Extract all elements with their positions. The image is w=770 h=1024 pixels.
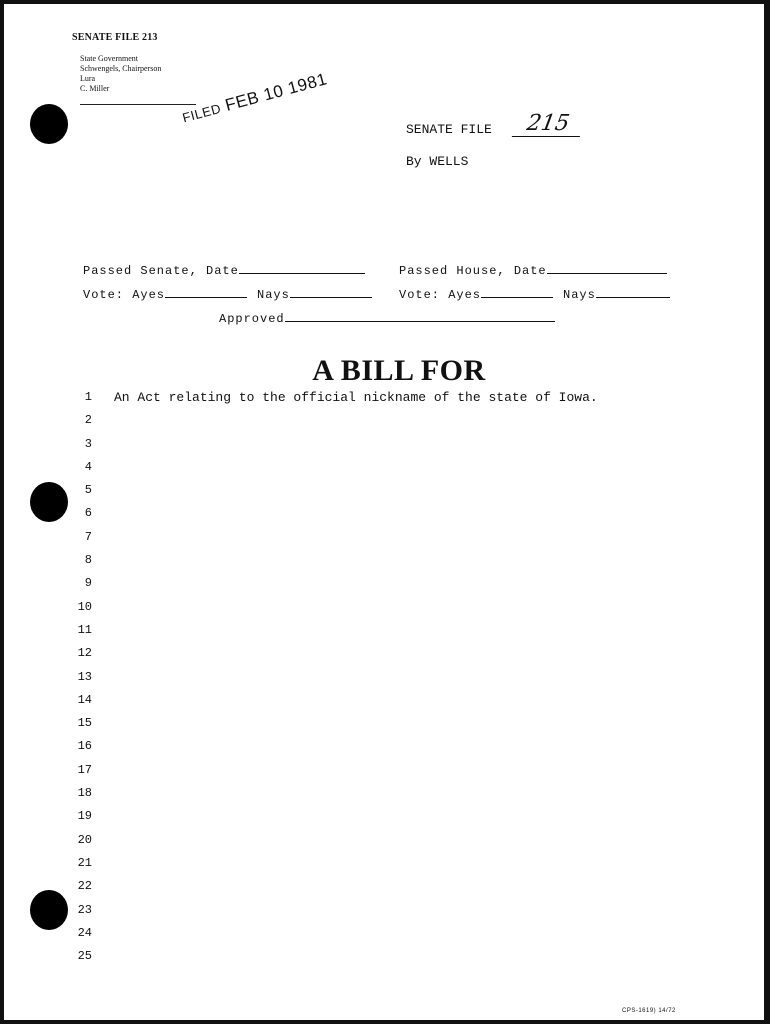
- senate-file-number: 215: [512, 112, 584, 137]
- line-number: 15: [77, 716, 92, 731]
- house-nays-label: Nays: [563, 288, 596, 302]
- line-number: 17: [77, 762, 92, 777]
- senate-ayes-label: Vote: Ayes: [83, 288, 166, 302]
- form-code: CPS-1619) 14/72: [622, 1008, 676, 1014]
- approved-row: [219, 312, 555, 326]
- line-number: 4: [84, 459, 92, 474]
- stamp-date: FEB 10 1981: [223, 69, 330, 115]
- line-number: 23: [77, 902, 92, 917]
- house-vote-row: [399, 288, 670, 302]
- line-number: 19: [77, 809, 92, 824]
- approved-label: Approved: [219, 312, 285, 326]
- senate-ayes-blank[interactable]: [165, 296, 247, 298]
- line-number: 13: [77, 669, 92, 684]
- line-number: 3: [84, 436, 92, 451]
- house-ayes-label: Vote: Ayes: [399, 288, 482, 302]
- line-number: 22: [77, 879, 92, 894]
- header-rule: [80, 104, 196, 105]
- committee-member: Lura: [80, 74, 96, 83]
- line-number: 10: [77, 599, 92, 614]
- committee-name: State Government: [80, 54, 138, 63]
- punch-hole: [30, 104, 68, 144]
- passed-senate-blank[interactable]: [239, 272, 365, 274]
- bill-text: An Act relating to the official nickname of the state of Iowa.: [114, 390, 598, 405]
- line-number: 8: [84, 553, 92, 568]
- committee-chairperson: Schwengels, Chairperson: [80, 64, 162, 73]
- line-number: 18: [77, 786, 92, 801]
- line-number: 6: [84, 506, 92, 521]
- line-number: 20: [77, 832, 92, 847]
- line-number: 21: [77, 855, 92, 870]
- line-number: 7: [84, 529, 92, 544]
- sponsor: By WELLS: [406, 154, 469, 169]
- approved-blank[interactable]: [285, 320, 555, 322]
- line-number: 12: [77, 646, 92, 661]
- stamp-filed: FILED: [180, 100, 223, 126]
- line-number: 1: [84, 390, 92, 404]
- committee-member: C. Miller: [80, 84, 110, 93]
- passed-senate-row: [83, 264, 365, 278]
- bill-page: [4, 4, 764, 1020]
- line-number: 25: [77, 949, 92, 964]
- line-number: 5: [84, 483, 92, 498]
- bill-title: A BILL FOR: [312, 354, 486, 387]
- line-number: 2: [84, 413, 92, 428]
- passed-house-blank[interactable]: [547, 272, 667, 274]
- passed-house-label: Passed House, Date: [399, 264, 547, 278]
- senate-file-label: SENATE FILE: [406, 122, 492, 137]
- line-number: 16: [77, 739, 92, 754]
- senate-vote-row: [83, 288, 372, 302]
- passed-house-row: [399, 264, 667, 278]
- line-numbers: [64, 390, 92, 972]
- senate-nays-label: Nays: [257, 288, 290, 302]
- senate-nays-blank[interactable]: [290, 296, 372, 298]
- line-number: 11: [77, 622, 92, 637]
- house-ayes-blank[interactable]: [481, 296, 553, 298]
- line-number: 14: [77, 692, 92, 707]
- punch-hole: [30, 482, 68, 522]
- filed-stamp: [180, 69, 329, 127]
- line-number: 9: [84, 576, 92, 591]
- house-nays-blank[interactable]: [596, 296, 670, 298]
- header-file-label: SENATE FILE 213: [72, 32, 158, 43]
- passed-senate-label: Passed Senate, Date: [83, 264, 239, 278]
- line-number: 24: [77, 925, 92, 940]
- punch-hole: [30, 890, 68, 930]
